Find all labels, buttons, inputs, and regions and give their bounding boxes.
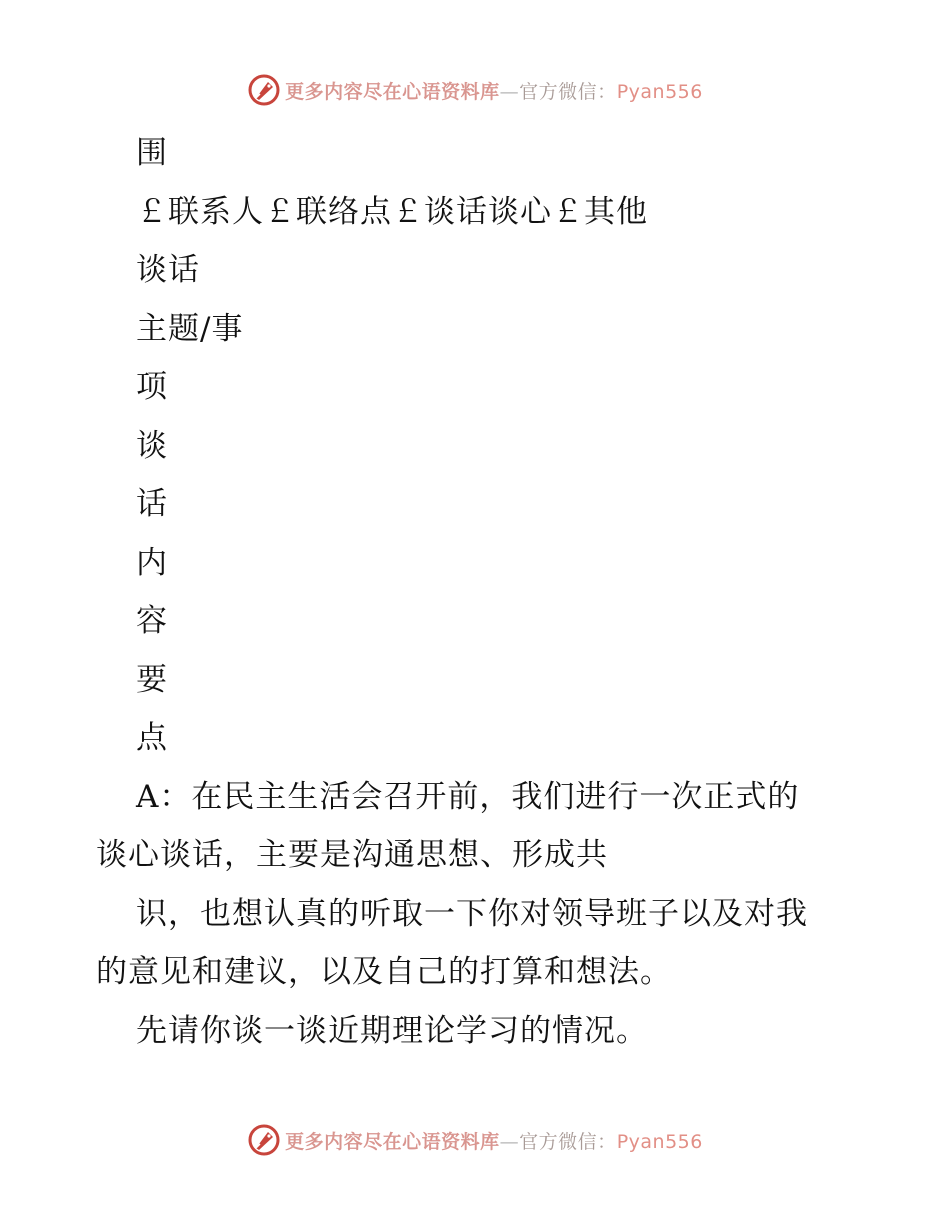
body-line: 谈话 [136, 252, 200, 288]
body-line: 话 [136, 486, 168, 522]
body-line: ￡联系人￡联络点￡谈话谈心￡其他 [136, 193, 648, 230]
body-line: 谈 [136, 427, 168, 464]
banner-text-group [285, 77, 703, 104]
banner-separator: — [499, 80, 520, 103]
body-line: 围 [136, 135, 168, 171]
footer-banner [0, 1120, 950, 1160]
banner-wechat-label: 官方微信： [519, 80, 617, 103]
body-paragraph-line: A：在民主生活会召开前，我们进行一次正式的 [136, 778, 800, 815]
body-paragraph-line: 的意见和建议，以及自己的打算和想法。 [96, 954, 672, 990]
pen-nib-logo-icon [247, 73, 281, 107]
body-line: 点 [136, 720, 168, 756]
banner-wechat-label: 官方微信： [519, 1130, 617, 1153]
header-banner [0, 70, 950, 110]
body-line: 容 [136, 603, 168, 639]
body-paragraph-line: 先请你谈一谈近期理论学习的情况。 [136, 1012, 648, 1049]
banner-wechat-id: Pyan556 [616, 1130, 703, 1153]
banner-text: 更多内容尽在心语资料库 [285, 1130, 500, 1153]
document-body [96, 124, 866, 1060]
banner-text-group [285, 1127, 703, 1154]
body-line: 项 [136, 369, 168, 405]
body-line: 主题/事 [136, 310, 244, 347]
body-paragraph-line: 识，也想认真的听取一下你对领导班子以及对我 [136, 895, 808, 932]
banner-separator: — [499, 1130, 520, 1153]
pen-nib-logo-icon [247, 1123, 281, 1157]
banner-wechat-id: Pyan556 [616, 80, 703, 103]
banner-text: 更多内容尽在心语资料库 [285, 80, 500, 103]
body-paragraph-line: 谈心谈话，主要是沟通思想、形成共 [96, 837, 608, 873]
body-line: 内 [136, 544, 168, 581]
body-line: 要 [136, 661, 168, 698]
